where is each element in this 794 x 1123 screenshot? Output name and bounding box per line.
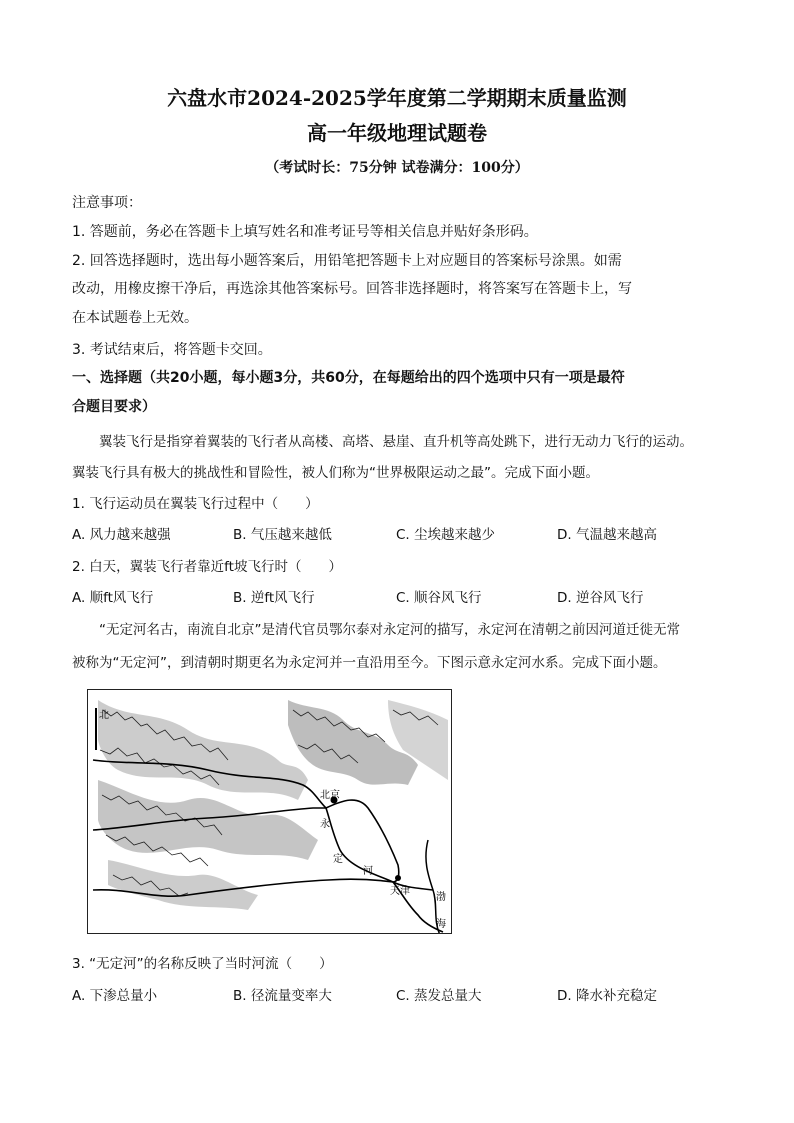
yongding-river-map xyxy=(87,689,452,934)
question-3-option-b: B. 径流量变率大 xyxy=(233,988,332,1004)
river-label-he: 河 xyxy=(363,866,373,877)
river-label-ding: 定 xyxy=(333,854,343,865)
question-1-option-b: B. 气压越来越低 xyxy=(233,527,332,543)
section-1-heading-line-1: 一、选择题（共20小题，每小题3分，共60分，在每题给出的四个选项中只有一项是最符 xyxy=(72,370,625,386)
question-3-option-c: C. 蒸发总量大 xyxy=(396,988,482,1004)
section-1-heading-line-2: 合题目要求） xyxy=(72,399,156,415)
question-1-option-d: D. 气温越来越高 xyxy=(557,527,657,543)
passage-1-line-2: 翼装飞行具有极大的挑战性和冒险性，被人们称为“世界极限运动之最”。完成下面小题。 xyxy=(72,465,599,481)
passage-2-line-2: 被称为“无定河”，到清朝时期更名为永定河并一直沿用至今。下图示意永定河水系。完成下面小题。 xyxy=(72,655,667,671)
notice-item-3: 3. 考试结束后，将答题卡交回。 xyxy=(72,342,272,358)
passage-1-line-1: 翼装飞行是指穿着翼装的飞行者从高楼、高塔、悬崖、直升机等高处跳下，进行无动力飞行的运动。 xyxy=(72,434,693,450)
question-3-stem: 3. “无定河”的名称反映了当时河流（ ） xyxy=(72,956,333,972)
question-2-option-b: B. 逆ft风飞行 xyxy=(233,590,315,606)
river-label-yong: 永 xyxy=(320,819,330,830)
exam-title: 六盘水市2024-2025学年度第二学期期末质量监测 xyxy=(167,86,627,110)
notice-item-2-line-3: 在本试题卷上无效。 xyxy=(72,310,198,326)
question-1-stem: 1. 飞行运动员在翼装飞行过程中（ ） xyxy=(72,496,319,512)
exam-duration: （考试时长：75分钟 试卷满分：100分） xyxy=(265,160,529,176)
beijing-label: 北京 xyxy=(320,790,340,801)
question-3-option-d: D. 降水补充稳定 xyxy=(557,988,657,1004)
sea-label-hai: 海 xyxy=(436,919,446,930)
north-label: 北 xyxy=(99,710,109,721)
question-2-option-a: A. 顺ft风飞行 xyxy=(72,590,154,606)
question-2-option-d: D. 逆谷风飞行 xyxy=(557,590,644,606)
question-3-option-a: A. 下渗总量小 xyxy=(72,988,158,1004)
question-1-option-a: A. 风力越来越强 xyxy=(72,527,171,543)
passage-2-line-1: “无定河名古，南流自北京”是清代官员鄂尔泰对永定河的描写，永定河在清朝之前因河道迁徙无常 xyxy=(72,622,680,638)
notice-item-2-line-2: 改动，用橡皮擦干净后，再选涂其他答案标号。回答非选择题时，将答案写在答题卡上，写 xyxy=(72,281,632,297)
question-2-stem: 2. 白天，翼装飞行者靠近ft坡飞行时（ ） xyxy=(72,559,342,575)
map-drawing xyxy=(88,690,452,934)
question-2-option-c: C. 顺谷风飞行 xyxy=(396,590,482,606)
sea-label-bo: 渤 xyxy=(436,892,446,903)
tianjin-marker xyxy=(395,875,401,881)
question-1-option-c: C. 尘埃越来越少 xyxy=(396,527,496,543)
tianjin-label: 天津 xyxy=(390,886,410,897)
exam-subtitle: 高一年级地理试题卷 xyxy=(307,121,487,145)
notice-item-2-line-1: 2. 回答选择题时，选出每小题答案后，用铅笔把答题卡上对应题目的答案标号涂黑。如需 xyxy=(72,253,622,269)
notice-heading: 注意事项： xyxy=(72,195,142,211)
notice-item-1: 1. 答题前，务必在答题卡上填写姓名和准考证号等相关信息并贴好条形码。 xyxy=(72,224,538,240)
